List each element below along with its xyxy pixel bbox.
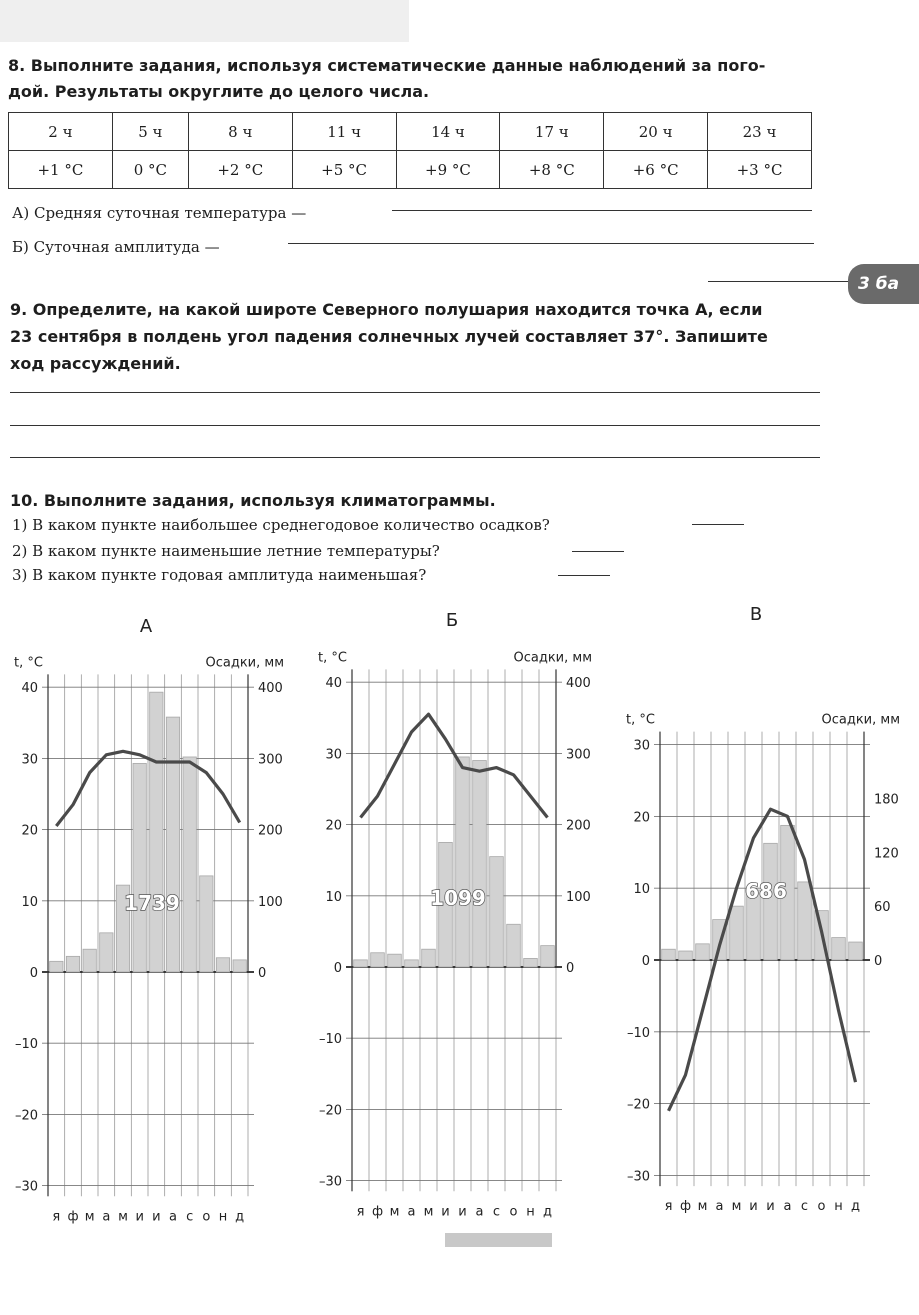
temp-cell: +2 °С — [188, 151, 292, 189]
temp-cell: +8 °С — [500, 151, 604, 189]
month-label: ф — [679, 1199, 692, 1215]
precip-tick-label: 300 — [258, 752, 283, 768]
precip-bar — [456, 757, 470, 967]
precip-tick-label: 120 — [874, 846, 899, 862]
month-label: м — [118, 1209, 128, 1225]
precip-tick-label: 100 — [258, 894, 283, 910]
total-precip-label: 1739 — [124, 891, 180, 915]
precip-bar — [490, 857, 504, 967]
precip-bar — [371, 953, 385, 967]
precip-bar — [507, 924, 521, 967]
task8-answer-a-label: А) Средняя суточная температура — — [12, 204, 307, 222]
temp-tick-label: 10 — [325, 889, 342, 905]
temp-tick-label: 40 — [325, 676, 342, 692]
time-cell: 17 ч — [500, 113, 604, 151]
temp-tick-label: 0 — [333, 961, 342, 976]
month-label: м — [423, 1204, 434, 1220]
month-label: о — [202, 1209, 211, 1225]
chart-title: В — [749, 604, 763, 625]
month-label: д — [235, 1209, 245, 1225]
precip-bar — [422, 949, 436, 967]
month-label: а — [715, 1199, 724, 1215]
scan-bottom-mark — [445, 1233, 552, 1247]
temp-cell: 0 °С — [112, 151, 188, 189]
month-label: о — [817, 1199, 826, 1215]
precip-bar — [798, 882, 812, 960]
precip-tick-label: 300 — [566, 747, 591, 763]
month-label: ф — [67, 1209, 79, 1225]
task10-title: 10. Выполните задания, используя климатограммы. — [10, 491, 496, 510]
task10-q3: 3) В каком пункте годовая амплитуда наименьшая? — [12, 566, 427, 584]
month-label: м — [84, 1209, 95, 1225]
time-cell: 8 ч — [188, 113, 292, 151]
precip-bar — [50, 961, 63, 972]
precip-bar — [233, 960, 246, 972]
precip-bar — [66, 956, 79, 972]
month-label: д — [543, 1204, 552, 1220]
task8-text-line2: дой. Результаты округлите до целого числа. — [8, 82, 430, 101]
temp-tick-label: –20 — [14, 1108, 38, 1124]
task9-line2: 23 сентября в полдень угол падения солнечных лучей составляет 37°. Запишите — [10, 327, 768, 346]
precip-axis-label: Осадки, мм — [821, 712, 900, 728]
month-label: н — [218, 1209, 228, 1225]
precip-bar — [405, 960, 419, 967]
precip-axis-label: Осадки, мм — [205, 655, 284, 671]
precip-bar — [216, 958, 229, 972]
temp-tick-label: 20 — [633, 810, 650, 826]
time-cell: 11 ч — [292, 113, 396, 151]
task8-answer-b-label: Б) Суточная амплитуда — — [12, 238, 220, 256]
temp-tick-label: –30 — [626, 1169, 650, 1185]
time-cell: 20 ч — [604, 113, 708, 151]
precip-tick-label: 0 — [874, 954, 883, 969]
precip-tick-label: 200 — [566, 818, 591, 834]
precip-bar — [524, 958, 538, 967]
month-label: я — [356, 1204, 365, 1220]
precip-bar — [662, 949, 676, 960]
chart-title: А — [139, 616, 153, 637]
temp-tick-label: 0 — [641, 954, 650, 969]
precip-bar — [200, 876, 213, 972]
temp-tick-label: 30 — [325, 747, 342, 763]
task9-line3: ход рассуждений. — [10, 354, 181, 373]
precip-bar — [473, 761, 487, 967]
temp-tick-label: 20 — [325, 818, 342, 834]
month-label: с — [186, 1209, 194, 1225]
precip-bar — [730, 906, 744, 960]
temp-tick-label: 30 — [633, 738, 650, 754]
month-label: а — [783, 1199, 792, 1215]
precip-tick-label: 180 — [874, 792, 899, 808]
time-cell: 14 ч — [396, 113, 500, 151]
precip-bar — [133, 763, 146, 972]
temp-tick-label: 20 — [21, 823, 38, 839]
temp-tick-label: 10 — [633, 882, 650, 898]
temp-cell: +3 °С — [708, 151, 812, 189]
precip-bar — [679, 951, 693, 960]
task9-line1: 9. Определите, на какой широте Северного полушария находится точка А, если — [10, 300, 763, 319]
month-label: и — [458, 1204, 467, 1220]
month-label: н — [834, 1199, 843, 1215]
month-label: ф — [371, 1204, 384, 1220]
precip-tick-label: 400 — [566, 676, 591, 692]
month-label: н — [526, 1204, 535, 1220]
time-cell: 5 ч — [112, 113, 188, 151]
month-label: с — [492, 1204, 501, 1220]
month-label: м — [697, 1199, 708, 1215]
temp-axis-label: t, °С — [14, 655, 43, 671]
month-label: а — [407, 1204, 416, 1220]
precip-bar — [354, 960, 368, 967]
precip-tick-label: 200 — [258, 823, 283, 839]
precip-bar — [696, 944, 710, 960]
month-label: а — [169, 1209, 177, 1225]
precip-tick-label: 60 — [874, 900, 891, 916]
temp-cell: +5 °С — [292, 151, 396, 189]
precip-tick-label: 400 — [258, 681, 283, 697]
temp-cell: +9 °С — [396, 151, 500, 189]
total-precip-label: 686 — [745, 879, 787, 903]
precip-tick-label: 0 — [258, 966, 267, 981]
precip-bar — [100, 933, 113, 972]
temp-tick-label: 10 — [21, 894, 38, 910]
temp-tick-label: –30 — [318, 1174, 342, 1190]
temp-tick-label: –10 — [14, 1037, 38, 1053]
temp-axis-label: t, °С — [626, 712, 655, 728]
time-cell: 23 ч — [708, 113, 812, 151]
temp-tick-label: –10 — [318, 1032, 342, 1048]
temp-tick-label: –10 — [626, 1025, 650, 1041]
score-badge: 3 ба — [848, 264, 919, 304]
month-label: с — [800, 1199, 809, 1215]
precip-tick-label: 100 — [566, 889, 591, 905]
task10-q2: 2) В каком пункте наименьшие летние температуры? — [12, 542, 440, 560]
precip-bar — [183, 757, 196, 972]
month-label: я — [664, 1199, 673, 1215]
temp-cell: +1 °С — [9, 151, 113, 189]
precip-bar — [166, 717, 179, 972]
month-label: я — [52, 1209, 61, 1225]
month-label: м — [389, 1204, 400, 1220]
total-precip-label: 1099 — [430, 886, 486, 910]
precip-tick-label: 0 — [566, 961, 575, 976]
precip-bar — [849, 942, 863, 960]
precip-bar — [832, 938, 846, 960]
temp-axis-label: t, °С — [318, 650, 347, 666]
temp-tick-label: 30 — [21, 752, 38, 768]
precip-bar — [150, 692, 163, 972]
month-label: и — [441, 1204, 450, 1220]
precip-bar — [541, 946, 555, 967]
temp-tick-label: –30 — [14, 1179, 38, 1195]
month-label: и — [135, 1209, 144, 1225]
month-label: м — [731, 1199, 742, 1215]
task8-text-line1: 8. Выполните задания, используя систематические данные наблюдений за пого- — [8, 56, 766, 75]
temp-tick-label: –20 — [626, 1097, 650, 1113]
time-cell: 2 ч — [9, 113, 113, 151]
temp-tick-label: –20 — [318, 1103, 342, 1119]
month-label: д — [851, 1199, 860, 1215]
month-label: а — [102, 1209, 111, 1225]
month-label: и — [766, 1199, 775, 1215]
month-label: и — [749, 1199, 758, 1215]
chart-title: Б — [445, 610, 459, 631]
precip-bar — [388, 954, 402, 967]
temp-tick-label: 0 — [29, 966, 38, 981]
month-label: и — [152, 1209, 161, 1225]
month-label: о — [509, 1204, 518, 1220]
temp-tick-label: 40 — [21, 681, 38, 697]
temp-cell: +6 °С — [604, 151, 708, 189]
precip-bar — [83, 949, 96, 972]
month-label: а — [475, 1204, 484, 1220]
precip-axis-label: Осадки, мм — [513, 650, 592, 666]
task10-q1: 1) В каком пункте наибольшее среднегодовое количество осадков? — [12, 516, 550, 534]
